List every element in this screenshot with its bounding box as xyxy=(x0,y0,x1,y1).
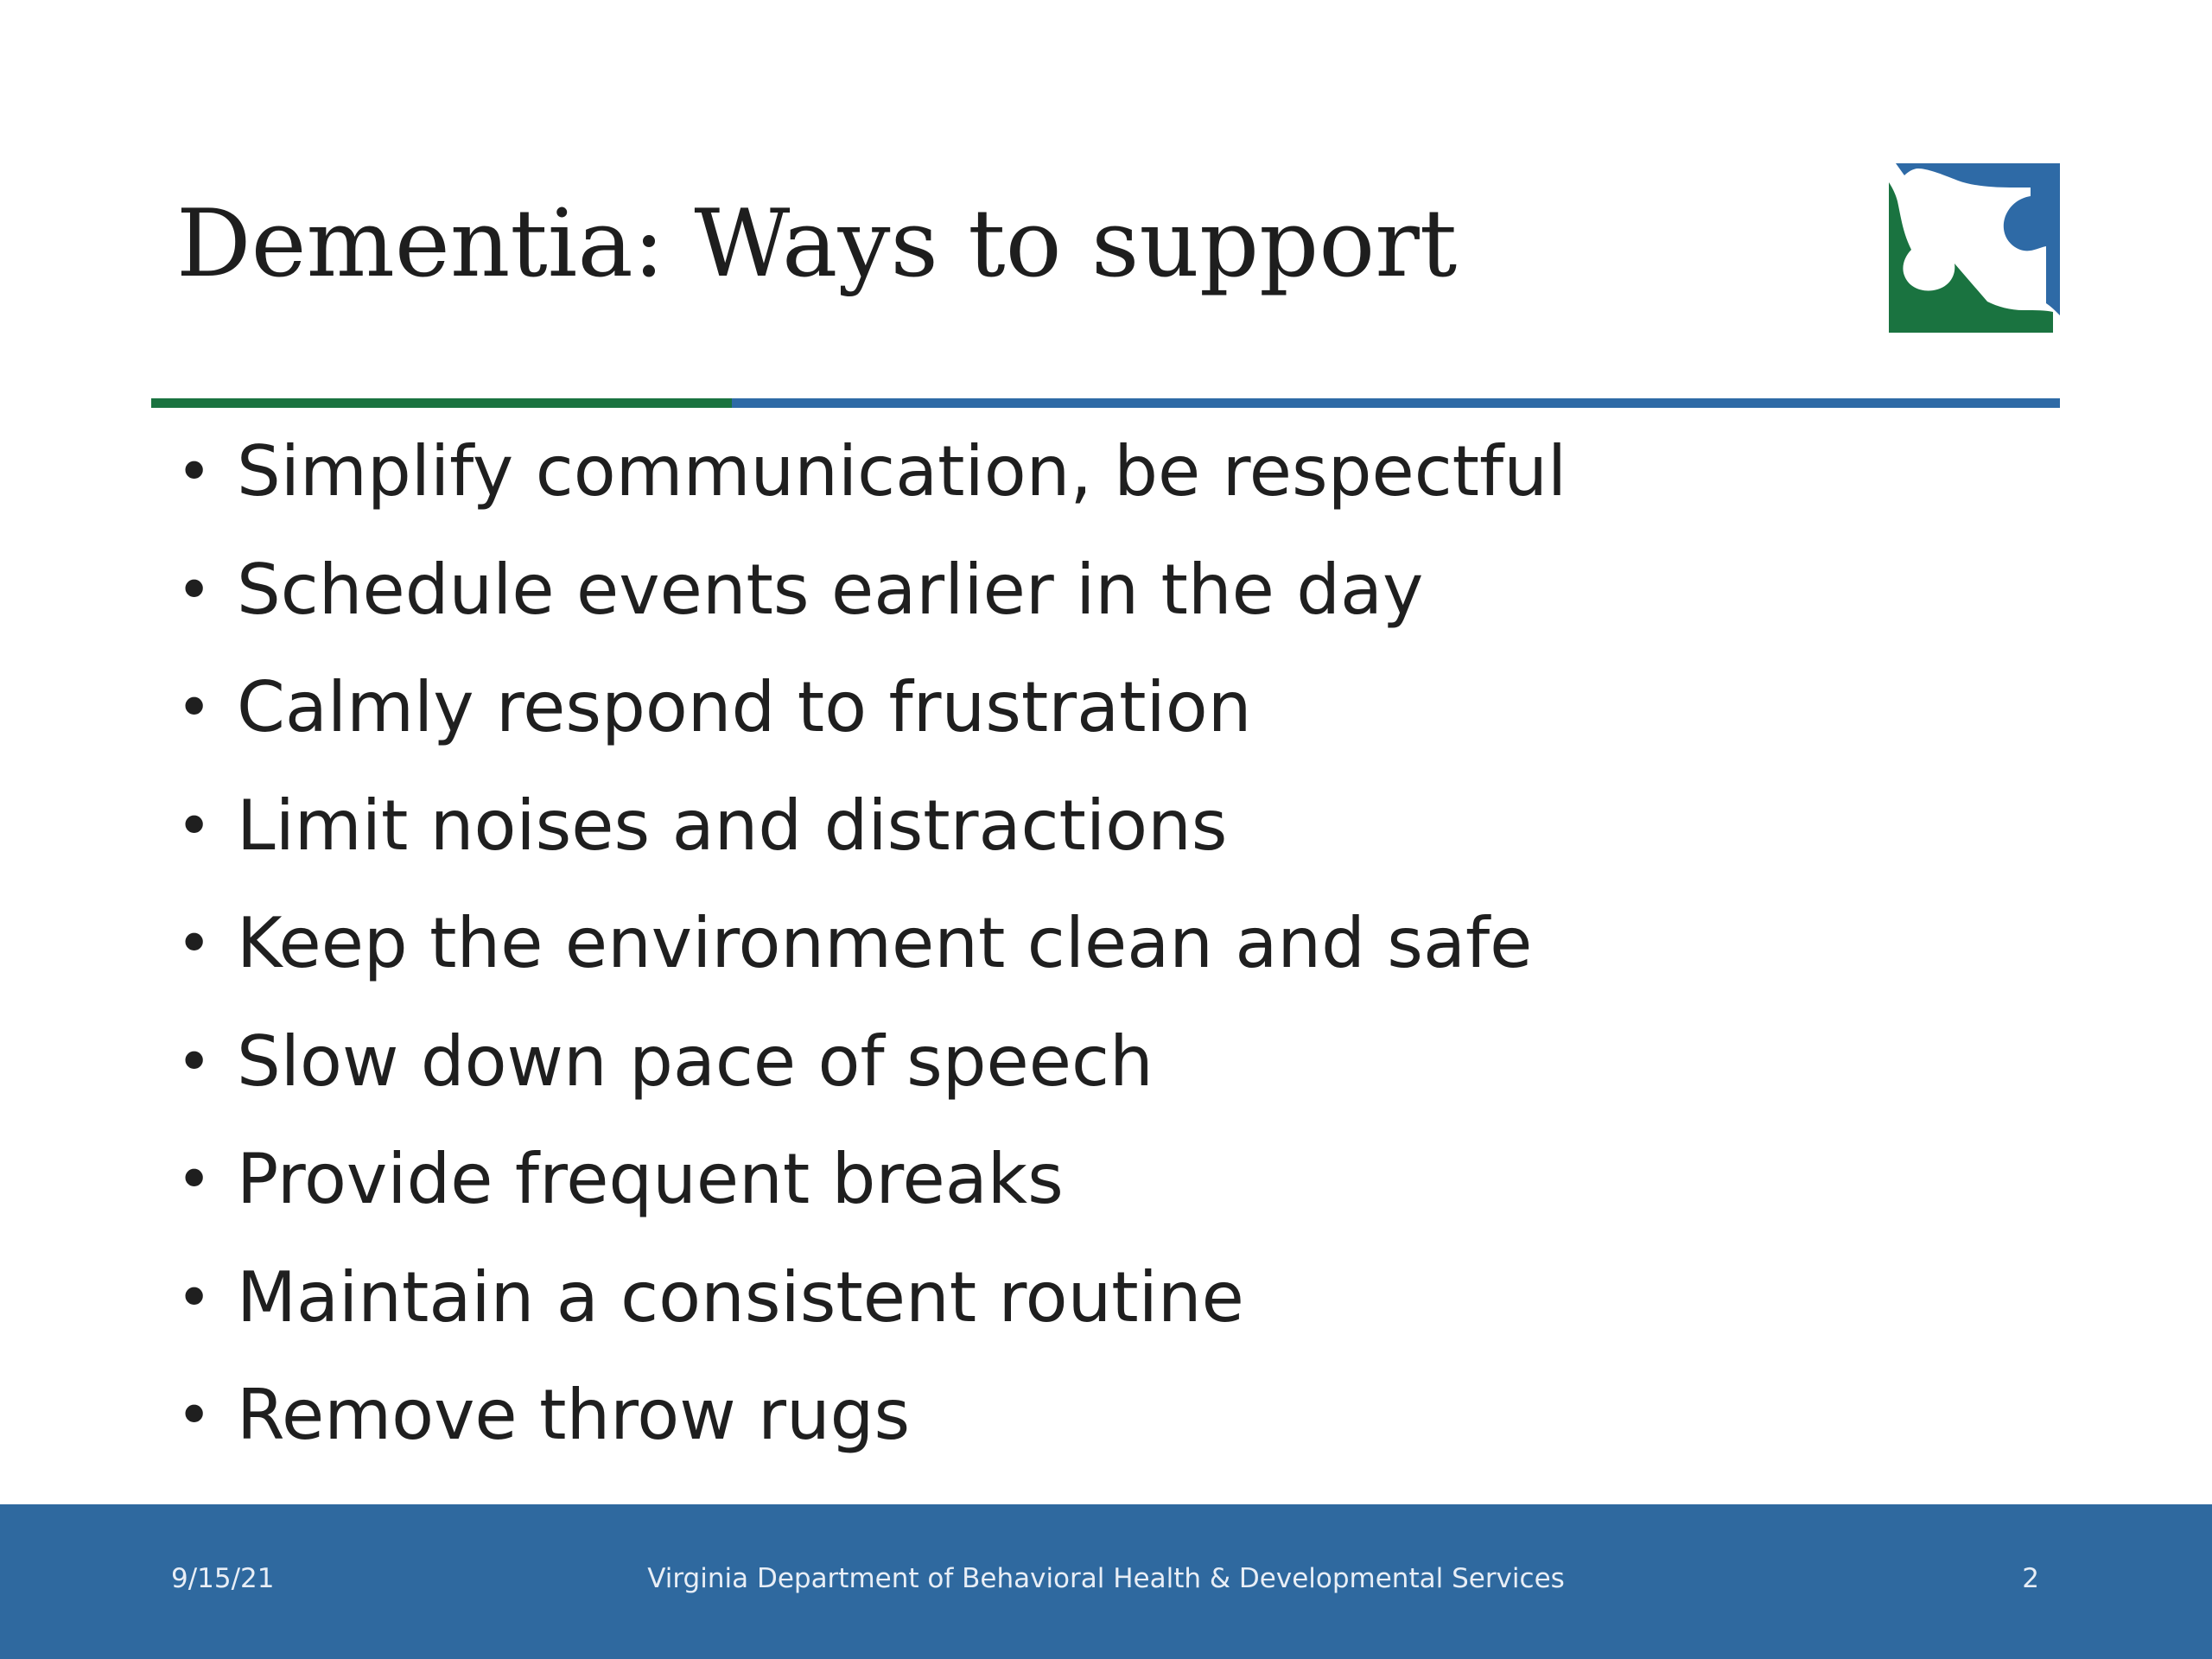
bullet-item xyxy=(173,649,1567,767)
bullet-text: Schedule events earlier in the day xyxy=(237,549,1424,630)
bullet-marker: • xyxy=(176,1026,213,1097)
bullet-item xyxy=(173,1003,1567,1122)
divider-blue xyxy=(732,398,2060,408)
bullet-item xyxy=(173,1121,1567,1239)
footer-bar xyxy=(0,1504,2212,1659)
bullet-text: Calmly respond to frustration xyxy=(237,667,1252,747)
bullet-marker: • xyxy=(176,554,213,626)
slide-title: Dementia: Ways to support xyxy=(176,190,1458,298)
bullet-text: Slow down pace of speech xyxy=(237,1020,1154,1102)
bullet-item xyxy=(173,1239,1567,1357)
bullet-text: Keep the environment clean and safe xyxy=(237,903,1533,983)
bullet-text: Maintain a consistent routine xyxy=(237,1256,1244,1338)
bullet-marker: • xyxy=(176,672,213,743)
bullet-marker: • xyxy=(176,790,213,861)
bullet-item xyxy=(173,413,1567,531)
footer-date: 9/15/21 xyxy=(171,1563,275,1594)
bullet-item xyxy=(173,1357,1567,1475)
bullet-marker: • xyxy=(176,1262,213,1333)
bullet-text: Simplify communication, be respectful xyxy=(237,431,1567,512)
bullet-text: Remove throw rugs xyxy=(237,1375,911,1455)
footer-page-number: 2 xyxy=(2022,1563,2039,1594)
bullet-item xyxy=(173,531,1567,650)
bullet-text: Provide frequent breaks xyxy=(237,1139,1064,1219)
bullet-marker: • xyxy=(176,908,213,979)
divider-green xyxy=(151,398,732,408)
bullet-item xyxy=(173,767,1567,886)
puzzle-logo-icon xyxy=(1889,163,2060,333)
footer-organization: Virginia Department of Behavioral Health & Developmental Services xyxy=(647,1563,1565,1594)
bullet-list xyxy=(173,413,1567,1475)
bullet-item xyxy=(173,885,1567,1003)
bullet-marker: • xyxy=(176,436,213,507)
bullet-marker: • xyxy=(176,1380,213,1451)
bullet-text: Limit noises and distractions xyxy=(237,785,1228,866)
bullet-marker: • xyxy=(176,1144,213,1215)
